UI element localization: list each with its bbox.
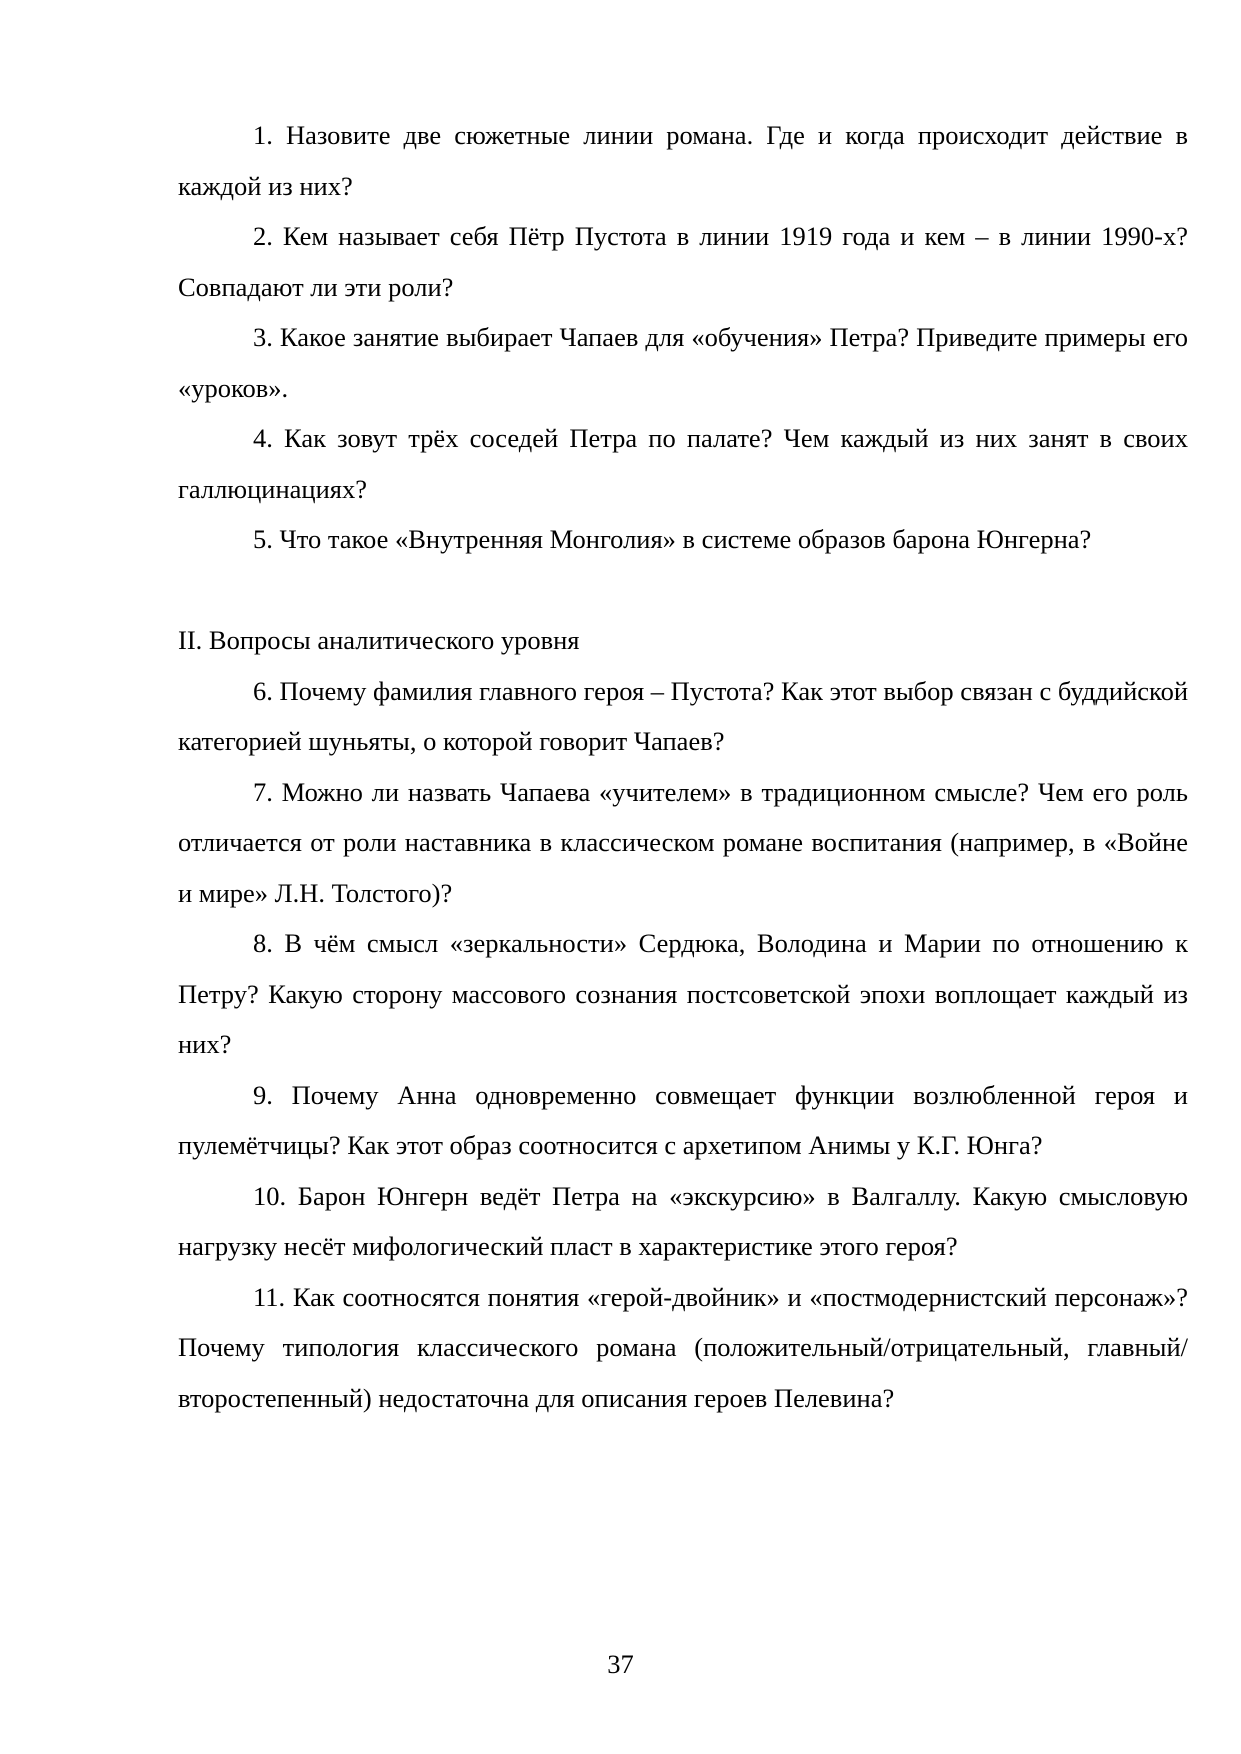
question-11: 11. Как соотносятся понятия «герой-двойник» и «постмодернистский персонаж»? Почему типология классического романа (положительный/отрицательный, главный/второстепенный) недостаточна для описания героев Пелевина?: [178, 1281, 1188, 1413]
page-number: 37: [607, 1649, 634, 1679]
question-1: 1. Назовите две сюжетные линии романа. Где и когда происходит действие в каждой из них?: [178, 120, 1188, 201]
question-4: 4. Как зовут трёх соседей Петра по палате? Чем каждый из них занят в своих галлюцинациях?: [178, 423, 1188, 504]
question-6: 6. Почему фамилия главного героя – Пустота? Как этот выбор связан с буддийской категорией шуньяты, о которой говорит Чапаев?: [178, 675, 1188, 756]
question-10: 10. Барон Юнгерн ведёт Петра на «экскурсию» в Валгаллу. Какую смысловую нагрузку несёт мифологический пласт в характеристике этого героя?: [178, 1180, 1188, 1261]
question-2: 2. Кем называет себя Пётр Пустота в линии 1919 года и кем – в линии 1990-х? Совпадают ли эти роли?: [178, 221, 1188, 302]
question-3: 3. Какое занятие выбирает Чапаев для «обучения» Петра? Приведите примеры его «уроков».: [178, 322, 1188, 403]
question-9: 9. Почему Анна одновременно совмещает функции возлюбленной героя и пулемётчицы? Как этот образ соотносится с архетипом Анимы у К.Г. Юнга?: [178, 1079, 1188, 1160]
question-8: 8. В чём смысл «зеркальности» Сердюка, Володина и Марии по отношению к Петру? Какую сторону массового сознания постсоветской эпохи воплощает каждый из них?: [178, 928, 1188, 1059]
question-5: 5. Что такое «Внутренняя Монголия» в системе образов барона Юнгерна?: [253, 524, 1092, 554]
section-heading: II. Вопросы аналитического уровня: [178, 625, 580, 655]
document-body: [178, 110, 1188, 1423]
question-7: 7. Можно ли назвать Чапаева «учителем» в традиционном смысле? Чем его роль отличается от роли наставника в классическом романе воспитания (например, в «Войне и мире» Л.Н. Толстого)?: [178, 776, 1188, 908]
